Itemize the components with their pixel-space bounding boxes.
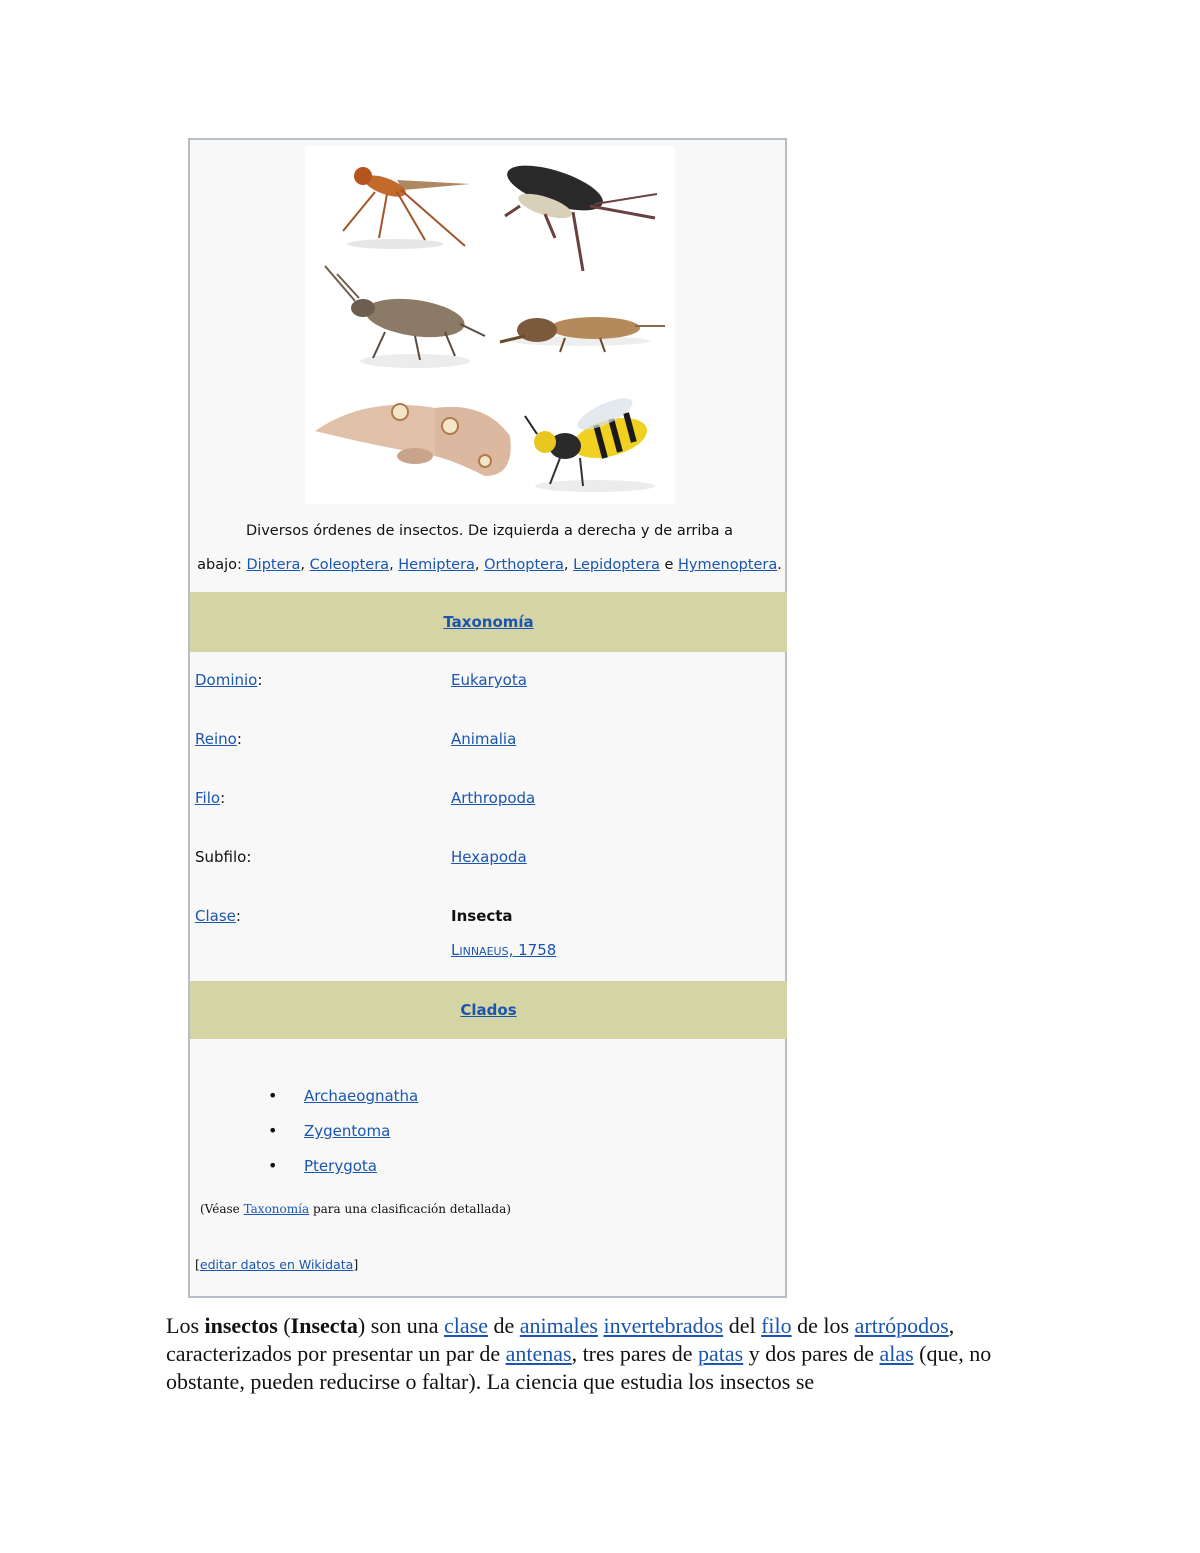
link-alas[interactable]: alas [879,1341,914,1366]
list-item [268,1151,418,1186]
taxonomy-header [190,592,787,652]
bracket-open: [ [195,1257,200,1272]
insects-illustration [305,146,675,504]
clados-list [268,1081,418,1186]
link-dominio[interactable]: Dominio [195,671,258,689]
link-archaeognatha[interactable]: Archaeognatha [304,1087,419,1105]
taxonomy-authority-row [195,935,785,965]
taxonomy-row-filo [195,783,785,813]
link-animales[interactable]: animales [519,1313,598,1338]
text: de los [791,1313,855,1338]
link-lepidoptera[interactable]: Lepidoptera [573,557,660,573]
link-coleoptera[interactable]: Coleoptera [309,557,390,573]
link-invertebrados[interactable]: invertebrados [603,1313,724,1338]
caption-line-1: Diversos órdenes de insectos. De izquierda a derecha y de arriba a [246,523,733,539]
link-patas[interactable]: patas [698,1341,744,1366]
link-filo[interactable]: Filo [195,789,221,807]
bullet-icon: • [268,1156,278,1175]
article-paragraph [166,1312,1036,1396]
comma: , [300,557,310,573]
link-zygentoma[interactable]: Zygentoma [304,1122,391,1140]
caption-prefix: abajo: [197,557,242,573]
comma: , [563,557,574,573]
taxonomy-row-reino [195,724,785,754]
edit-wikidata-link[interactable]: editar datos en Wikidata [199,1257,354,1272]
link-hymenoptera[interactable]: Hymenoptera [678,557,778,573]
taxonomy-row-dominio [195,665,785,695]
text: del [723,1313,762,1338]
clados-header-link[interactable]: Clados [460,1001,517,1019]
taxonomy-row-clase [195,901,785,931]
taxobox [188,138,787,1298]
list-item [268,1081,418,1116]
link-clase[interactable]: Clase [195,907,236,925]
text: y dos pares de [743,1341,880,1366]
comma: , [474,557,485,573]
rank-label [195,724,242,754]
link-linnaeus-authority[interactable]: Linnaeus, 1758 [451,941,557,959]
link-animalia[interactable]: Animalia [451,730,517,748]
term-insectos: insectos [204,1313,278,1338]
link-eukaryota[interactable]: Eukaryota [451,671,527,689]
comma: , [389,557,399,573]
edit-wikidata [195,1257,358,1272]
text: (que, no obstante, pueden reducirse o faltar). La ciencia que estudia los insectos se [166,1341,992,1394]
text: Los [166,1313,205,1338]
link-clase-body[interactable]: clase [444,1313,488,1338]
text: ) son una [357,1313,445,1338]
colon: : [220,789,226,807]
link-taxonomia-note[interactable]: Taxonomía [243,1202,310,1216]
link-diptera[interactable]: Diptera [246,557,301,573]
link-hexapoda[interactable]: Hexapoda [451,848,527,866]
term-insecta: Insecta [290,1313,358,1338]
text: de [488,1313,520,1338]
note-suffix: para una clasificación detallada) [309,1202,511,1216]
caption-line-2 [190,548,789,582]
bracket-close: ] [353,1257,359,1272]
link-arthropoda[interactable]: Arthropoda [451,789,536,807]
conjunction: e [659,557,678,573]
link-reino[interactable]: Reino [195,730,237,748]
bullet-icon: • [268,1121,278,1140]
link-antenas[interactable]: antenas [505,1341,572,1366]
photo-caption [190,514,789,582]
insect-orders-photo [305,146,675,504]
period: . [777,557,782,573]
link-filo-body[interactable]: filo [761,1313,792,1338]
text: , caracterizados por presentar un par de [166,1313,955,1366]
colon: : [235,907,241,925]
bullet-icon: • [268,1086,278,1105]
taxonomy-row-subfilo [195,842,785,872]
taxonomy-note [200,1202,511,1216]
text: , tres pares de [571,1341,699,1366]
rank-label [195,783,225,813]
colon: : [257,671,263,689]
list-item [268,1116,418,1151]
rank-label [195,901,241,931]
rank-label-subfilo: Subfilo: [195,848,252,866]
link-orthoptera[interactable]: Orthoptera [484,557,564,573]
link-hemiptera[interactable]: Hemiptera [398,557,475,573]
text: ( [277,1313,291,1338]
note-prefix: (Véase [200,1202,244,1216]
class-name: Insecta [451,907,513,925]
colon: : [236,730,242,748]
rank-label [195,665,262,695]
link-pterygota[interactable]: Pterygota [304,1157,377,1175]
clados-header [190,981,787,1039]
taxonomy-header-link[interactable]: Taxonomía [443,613,534,631]
link-artropodos[interactable]: artrópodos [854,1313,949,1338]
